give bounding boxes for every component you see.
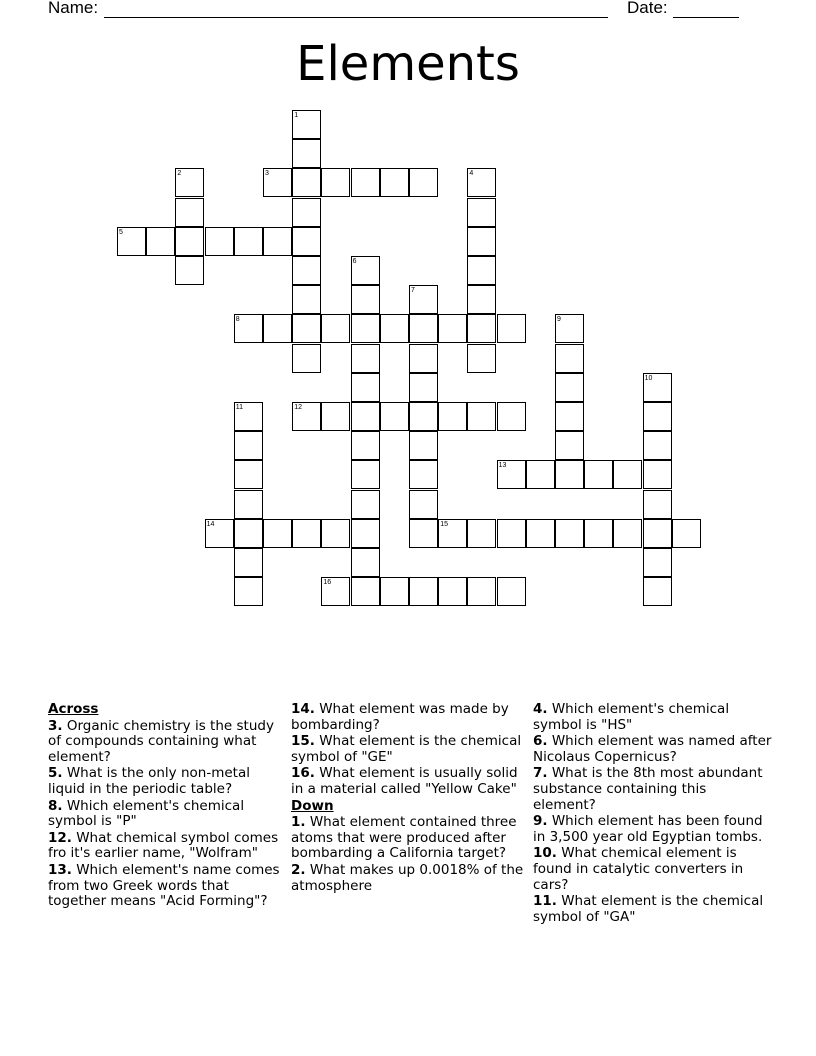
crossword-cell[interactable] — [467, 577, 496, 606]
crossword-cell[interactable] — [497, 314, 526, 343]
crossword-cell[interactable] — [292, 256, 321, 285]
crossword-cell[interactable] — [643, 548, 672, 577]
crossword-cell[interactable] — [263, 314, 292, 343]
crossword-cell[interactable] — [175, 198, 204, 227]
crossword-cell[interactable] — [292, 139, 321, 168]
clue-number: 6. — [533, 733, 548, 750]
crossword-cell[interactable] — [643, 460, 672, 489]
clue-item — [291, 863, 527, 894]
clue-number: 4. — [533, 701, 548, 717]
cell-number: 11 — [235, 404, 244, 411]
crossword-cell[interactable] — [351, 314, 380, 343]
cell-number: 16 — [323, 579, 332, 587]
crossword-cell[interactable] — [234, 314, 263, 343]
clues-column-3 — [533, 702, 773, 926]
clue-item — [48, 831, 280, 862]
cell-number: 1 — [294, 112, 299, 119]
clues-column-2 — [291, 702, 527, 895]
crossword-cell[interactable] — [409, 460, 438, 489]
crossword-cell[interactable] — [351, 460, 380, 489]
clue-item — [48, 799, 280, 830]
crossword-cell[interactable] — [321, 168, 350, 197]
crossword-cell[interactable] — [263, 227, 292, 256]
clue-number: 10. — [533, 845, 557, 862]
clue-item — [533, 702, 773, 733]
clue-number: 13. — [48, 861, 72, 878]
crossword-cell[interactable] — [117, 227, 146, 256]
crossword-cell[interactable] — [526, 519, 555, 548]
clue-section-heading: Down — [291, 797, 334, 814]
crossword-cell[interactable] — [467, 402, 496, 431]
clue-number: 2. — [291, 861, 306, 878]
clue-number: 5. — [48, 765, 63, 782]
crossword-cell[interactable] — [292, 344, 321, 373]
clue-text: What element contained three atoms that were produced after bombarding a California target? — [291, 814, 517, 862]
crossword-cell[interactable] — [292, 314, 321, 343]
cell-number: 4 — [469, 170, 474, 178]
clue-text: What makes up 0.0018% of the atmosphere — [291, 861, 524, 894]
crossword-cell[interactable] — [234, 402, 263, 431]
clue-number: 14. — [291, 701, 315, 717]
crossword-cell[interactable] — [292, 402, 321, 431]
crossword-cell[interactable] — [234, 519, 263, 548]
crossword-cell[interactable] — [351, 490, 380, 519]
page-title: Elements — [296, 36, 520, 92]
clue-item — [48, 719, 280, 766]
crossword-cell[interactable] — [351, 285, 380, 314]
cell-number: 12 — [294, 404, 302, 411]
crossword-cell[interactable] — [555, 314, 584, 343]
clue-section-heading: Across — [48, 701, 99, 717]
crossword-cell[interactable] — [292, 110, 321, 139]
crossword-cell[interactable] — [292, 227, 321, 256]
crossword-cell[interactable] — [175, 227, 204, 256]
crossword-cell[interactable] — [351, 431, 380, 460]
clue-text: What element is the chemical symbol of "GA" — [533, 893, 764, 925]
clue-text: Which element's chemical symbol is "P" — [48, 797, 245, 830]
crossword-cell[interactable] — [555, 402, 584, 431]
crossword-cell[interactable] — [584, 519, 613, 548]
crossword-cell[interactable] — [497, 460, 526, 489]
crossword-cell[interactable] — [584, 460, 613, 489]
clue-number: 1. — [291, 814, 306, 831]
crossword-cell[interactable] — [467, 256, 496, 285]
crossword-cell[interactable] — [234, 577, 263, 606]
clue-text: What is the only non-metal liquid in the periodic table? — [48, 765, 250, 797]
clue-number: 8. — [48, 797, 63, 814]
cell-number: 5 — [119, 228, 123, 236]
crossword-cell[interactable] — [409, 314, 438, 343]
clue-text: What chemical symbol comes fro it's earlier name, "Wolfram" — [48, 829, 279, 862]
crossword-cell[interactable] — [175, 168, 204, 197]
clue-number: 3. — [48, 717, 63, 734]
date-label: Date: — [627, 0, 668, 17]
crossword-cell[interactable] — [555, 344, 584, 373]
crossword-cell[interactable] — [438, 577, 467, 606]
clue-number: 9. — [533, 813, 548, 830]
clue-text: Organic chemistry is the study of compounds containing what element? — [48, 717, 274, 765]
crossword-cell[interactable] — [643, 373, 672, 402]
clue-text: Which element's name comes from two Greek words that together means "Acid Forming"? — [48, 861, 280, 910]
crossword-cell[interactable] — [234, 227, 263, 256]
crossword-cell[interactable] — [613, 460, 642, 489]
crossword-cell[interactable] — [497, 577, 526, 606]
clue-number: 12. — [48, 829, 72, 846]
crossword-cell[interactable] — [409, 344, 438, 373]
crossword-cell[interactable] — [292, 198, 321, 227]
crossword-cell[interactable] — [467, 198, 496, 227]
crossword-cell[interactable] — [380, 577, 409, 606]
clue-item — [291, 766, 527, 797]
crossword-cell[interactable] — [672, 519, 701, 548]
clue-text: Which element's chemical symbol is "HS" — [533, 701, 730, 733]
crossword-cell[interactable] — [555, 431, 584, 460]
crossword-cell[interactable] — [643, 519, 672, 548]
crossword-cell[interactable] — [380, 168, 409, 197]
crossword-cell[interactable] — [205, 227, 234, 256]
crossword-cell[interactable] — [467, 344, 496, 373]
clue-item — [533, 814, 773, 845]
crossword-cell[interactable] — [234, 548, 263, 577]
crossword-cell[interactable] — [351, 577, 380, 606]
clue-text: Which element has been found in 3,500 year old Egyptian tombs. — [533, 813, 763, 845]
crossword-cell[interactable] — [321, 577, 350, 606]
clue-number: 15. — [291, 733, 315, 750]
crossword-cell[interactable] — [438, 402, 467, 431]
crossword-cell[interactable] — [351, 548, 380, 577]
crossword-cell[interactable] — [643, 490, 672, 519]
clue-item — [291, 734, 527, 765]
crossword-cell[interactable] — [234, 490, 263, 519]
crossword-cell[interactable] — [497, 519, 526, 548]
cell-number: 14 — [206, 520, 215, 528]
crossword-cell[interactable] — [409, 402, 438, 431]
crossword-cell[interactable] — [380, 402, 409, 431]
crossword-cell[interactable] — [438, 519, 467, 548]
clue-text: What is the 8th most abundant substance containing this element? — [533, 765, 763, 813]
crossword-cell[interactable] — [643, 431, 672, 460]
cell-number: 6 — [352, 258, 357, 265]
clue-item — [48, 863, 280, 910]
clue-number: 7. — [533, 765, 548, 782]
crossword-cell[interactable] — [321, 314, 350, 343]
crossword-cell[interactable] — [263, 168, 292, 197]
clue-number: 16. — [291, 765, 315, 782]
crossword-cell[interactable] — [321, 519, 350, 548]
crossword-cell[interactable] — [175, 256, 204, 285]
crossword-cell[interactable] — [526, 460, 555, 489]
clues-column-1 — [48, 702, 280, 911]
cell-number: 7 — [411, 287, 415, 295]
clue-text: Which element was named after Nicolaus Copernicus? — [533, 733, 772, 765]
crossword-cell[interactable] — [467, 519, 496, 548]
cell-number: 8 — [235, 316, 240, 324]
clue-item — [291, 702, 527, 733]
cell-number: 13 — [498, 462, 507, 470]
crossword-cell[interactable] — [234, 431, 263, 460]
crossword-cell[interactable] — [409, 285, 438, 314]
clue-item — [533, 846, 773, 893]
crossword-cell[interactable] — [351, 402, 380, 431]
cell-number: 9 — [557, 316, 561, 324]
clue-text: What chemical element is found in catalytic converters in cars? — [533, 845, 744, 893]
crossword-cell[interactable] — [467, 168, 496, 197]
crossword-cell[interactable] — [351, 256, 380, 285]
crossword-cell[interactable] — [438, 314, 467, 343]
crossword-cell[interactable] — [263, 519, 292, 548]
cell-number: 3 — [265, 170, 269, 178]
name-label: Name: — [48, 0, 99, 17]
crossword-cell[interactable] — [409, 519, 438, 548]
clue-item — [533, 894, 773, 925]
crossword-cell[interactable] — [409, 431, 438, 460]
crossword-cell[interactable] — [467, 227, 496, 256]
cell-number: 2 — [177, 170, 182, 178]
crossword-cell[interactable] — [351, 344, 380, 373]
clue-number: 11. — [533, 893, 557, 910]
crossword-cell[interactable] — [321, 402, 350, 431]
clue-item — [291, 815, 527, 862]
crossword-cell[interactable] — [409, 373, 438, 402]
crossword-cell[interactable] — [467, 314, 496, 343]
crossword-cell[interactable] — [643, 577, 672, 606]
clue-item — [533, 734, 773, 765]
clue-item — [533, 766, 773, 813]
cell-number: 15 — [440, 520, 448, 528]
crossword-cell[interactable] — [555, 373, 584, 402]
crossword-cell[interactable] — [467, 285, 496, 314]
clue-text: What element was made by bombarding? — [291, 701, 509, 733]
crossword-cell[interactable] — [555, 519, 584, 548]
crossword-cell[interactable] — [555, 460, 584, 489]
crossword-cell[interactable] — [409, 577, 438, 606]
crossword-cell[interactable] — [292, 519, 321, 548]
crossword-cell[interactable] — [292, 285, 321, 314]
crossword-cell[interactable] — [380, 314, 409, 343]
crossword-cell[interactable] — [497, 402, 526, 431]
clue-item — [48, 766, 280, 797]
clue-text: What element is usually solid in a material called "Yellow Cake" — [291, 765, 518, 797]
crossword-cell[interactable] — [643, 402, 672, 431]
crossword-cell[interactable] — [351, 373, 380, 402]
crossword-cell[interactable] — [409, 168, 438, 197]
cell-number: 10 — [644, 374, 653, 382]
crossword-cell[interactable] — [613, 519, 642, 548]
crossword-cell[interactable] — [351, 519, 380, 548]
crossword-cell[interactable] — [409, 490, 438, 519]
clue-text: What element is the chemical symbol of "GE" — [291, 733, 522, 765]
crossword-cell[interactable] — [292, 168, 321, 197]
crossword-cell[interactable] — [205, 519, 234, 548]
crossword-cell[interactable] — [234, 460, 263, 489]
crossword-cell[interactable] — [351, 168, 380, 197]
crossword-cell[interactable] — [146, 227, 175, 256]
